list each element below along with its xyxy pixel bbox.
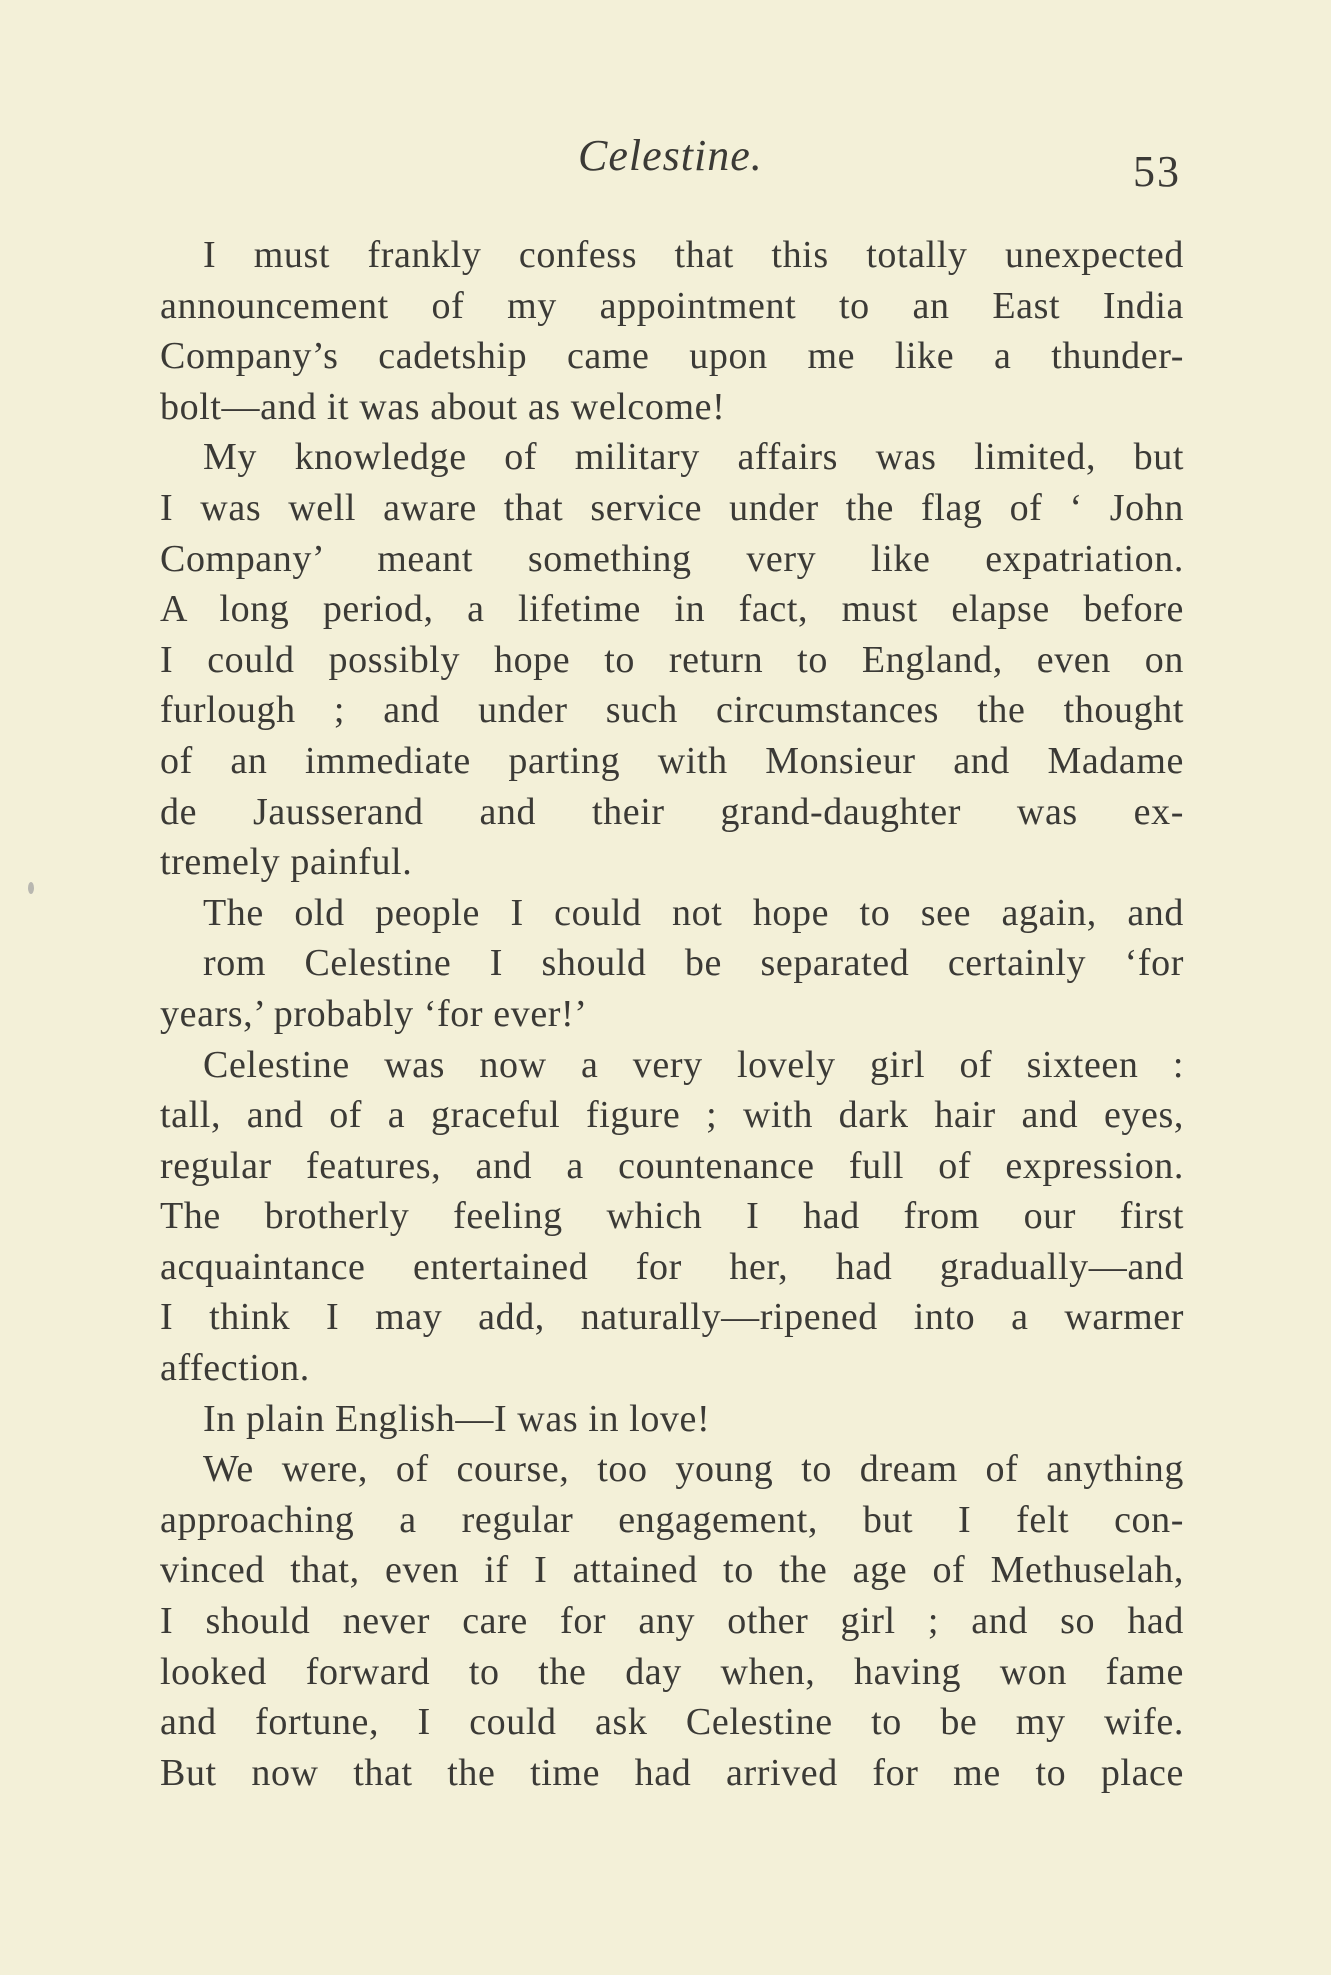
text-line: We were, of course, too young to dream of anything: [203, 1448, 1184, 1491]
text-line: rom Celestine I should be separated certainly ‘for: [203, 942, 1184, 985]
margin-speck: [28, 882, 34, 894]
text-line: de Jausserand and their grand-daughter was ex-: [160, 790, 1184, 833]
text-line: In plain English—I was in love!: [203, 1397, 711, 1440]
text-line: of an immediate parting with Monsieur and Madame: [160, 739, 1184, 782]
text-line: approaching a regular engagement, but I felt con-: [160, 1498, 1184, 1541]
text-line: furlough ; and under such circumstances the thought: [160, 689, 1184, 732]
text-line: looked forward to the day when, having won fame: [160, 1650, 1184, 1693]
text-line: I think I may add, naturally—ripened into a warmer: [160, 1296, 1184, 1339]
running-head-title: Celestine.: [578, 131, 763, 180]
text-line: acquaintance entertained for her, had gradually—and: [160, 1245, 1184, 1288]
text-line: affection.: [160, 1347, 310, 1390]
body-text: [160, 230, 1184, 1798]
text-line: years,’ probably ‘for ever!’: [160, 992, 588, 1035]
page-number: 53: [1133, 147, 1181, 196]
text-line: A long period, a lifetime in fact, must elapse before: [160, 588, 1184, 631]
text-line: tall, and of a graceful figure ; with dark hair and eyes,: [160, 1094, 1184, 1137]
text-line: and fortune, I could ask Celestine to be my wife.: [160, 1701, 1184, 1744]
text-line: tremely painful.: [160, 841, 413, 884]
text-line: bolt—and it was about as welcome!: [160, 385, 726, 428]
text-line: But now that the time had arrived for me to place: [160, 1751, 1184, 1794]
text-line: I was well aware that service under the flag of ‘ John: [160, 486, 1184, 529]
text-line: Company’s cadetship came upon me like a thunder-: [160, 335, 1184, 378]
text-line: I could possibly hope to return to England, even on: [160, 638, 1184, 681]
text-line: The old people I could not hope to see again, and: [203, 891, 1184, 934]
text-line: I must frankly confess that this totally unexpected: [203, 234, 1184, 276]
text-line: My knowledge of military affairs was limited, but: [203, 436, 1184, 479]
text-line: The brotherly feeling which I had from our first: [160, 1195, 1184, 1238]
text-line: announcement of my appointment to an East India: [160, 284, 1184, 327]
text-line: Company’ meant something very like expatriation.: [160, 537, 1184, 580]
text-line: regular features, and a countenance full of expression.: [160, 1144, 1184, 1187]
text-line: vinced that, even if I attained to the age of Methuselah,: [160, 1549, 1184, 1592]
text-line: I should never care for any other girl ; and so had: [160, 1600, 1184, 1643]
text-line: Celestine was now a very lovely girl of sixteen :: [203, 1043, 1184, 1086]
